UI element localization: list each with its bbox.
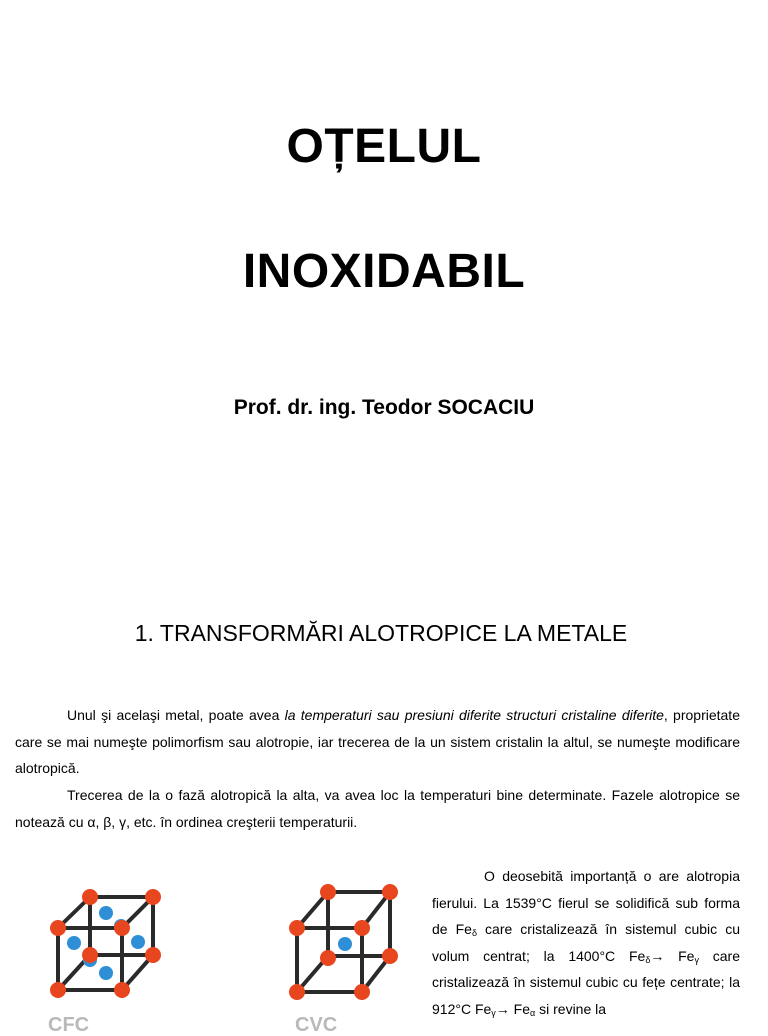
fcc-label: CFC [48,1014,90,1036]
subscript-delta: δ [471,928,477,938]
author-name: Prof. dr. ing. Teodor SOCACIU [233,396,535,419]
text-run: si revine la [535,1000,607,1017]
bcc-label: CVC [295,1014,338,1036]
subscript-gamma: γ [694,954,699,965]
paragraph-allotropy-definition [15,702,740,782]
paragraph-italic-text: la temperaturi sau presiuni diferite structuri cristaline diferite [284,707,664,723]
paragraph-text: , proprietate care se mai numeşte polimorfism sau alotropie, iar trecerea de la un sistem cristalin la altul, se numeşte modificare alotropică. [15,707,740,776]
paragraph-phase-notation: Trecerea de la o fază alotropică la alta, va avea loc la temperaturi bine determinate. Fazele alotropice se notează cu α, β, γ, etc. în ordinea creşterii temperaturii. [15,787,740,830]
text-run: care cristalizează în sistemul cubic cu volum centrat; la 1400°C Fe [432,921,740,964]
title-line-2: INOXIDABIL [242,245,526,298]
subscript-gamma: γ [491,1007,496,1018]
paragraph-iron-allotropy [432,863,740,1022]
subscript-alpha: α [530,1007,536,1018]
section-heading: 1. TRANSFORMĂRI ALOTROPICE LA METALE [134,620,628,646]
subscript-delta: δ [645,954,651,965]
text-run: care cristalizează în sistemul cubic cu fețe centrate; la 912°C Fe [432,947,740,1017]
text-run: → Fe [495,1000,531,1017]
text-run: O deosebită importanță o are alotropia fierului. La 1539°C fierul se solidifică sub forma de Fe [432,868,740,937]
paragraph-text: Unul şi acelaşi metal, poate avea [67,707,285,723]
fcc-lattice-figure [40,880,180,1024]
title-line-1: OȚELUL [286,120,482,173]
bcc-center-atom [338,937,352,951]
bcc-lattice-figure [285,880,405,1024]
text-run: → Fe [650,947,695,964]
